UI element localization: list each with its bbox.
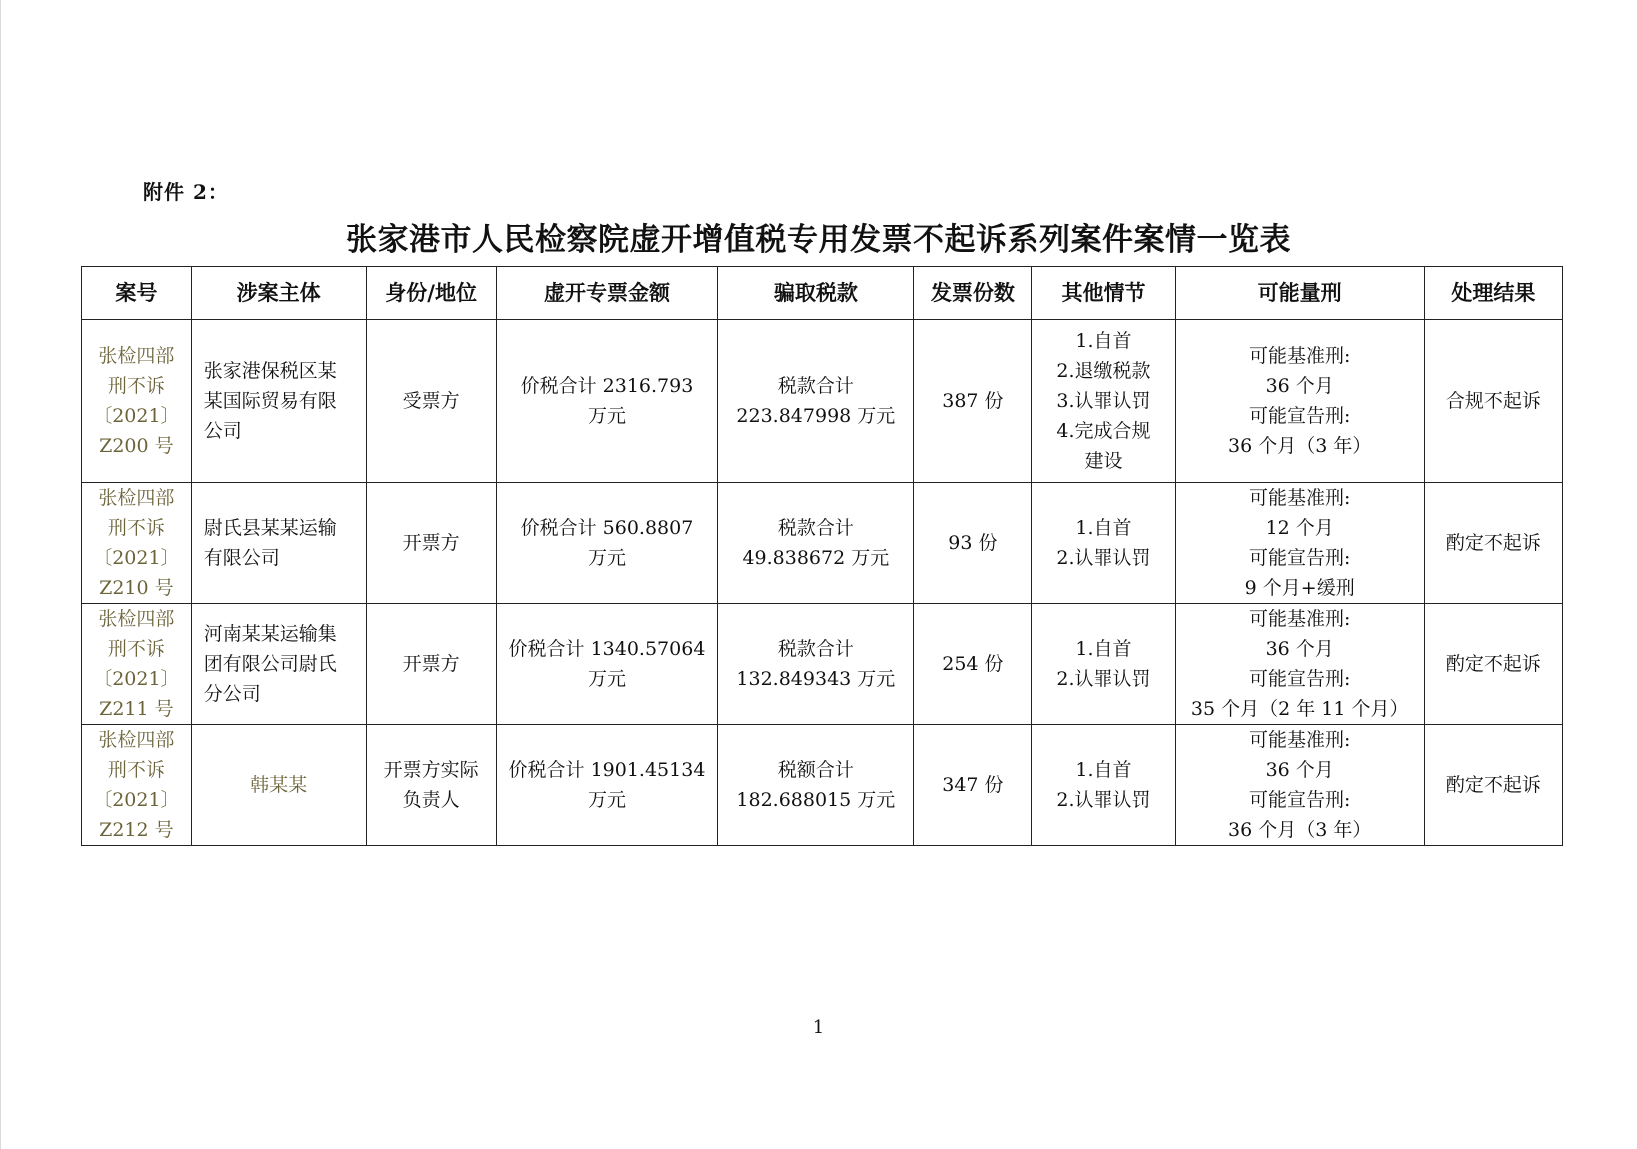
header-other: 其他情节 <box>1032 267 1175 320</box>
header-result: 处理结果 <box>1424 267 1562 320</box>
cell-sentence: 可能基准刑: 36 个月 可能宣告刑: 36 个月（3 年） <box>1175 320 1424 483</box>
cell-result: 合规不起诉 <box>1424 320 1562 483</box>
attachment-label: 附件 2： <box>143 180 229 204</box>
cell-other: 1.自首 2.认罪认罚 <box>1032 725 1175 846</box>
cell-amount: 价税合计 560.8807 万元 <box>496 483 718 604</box>
cell-sentence: 可能基准刑: 12 个月 可能宣告刑: 9 个月+缓刑 <box>1175 483 1424 604</box>
header-role: 身份/地位 <box>366 267 496 320</box>
cell-other: 1.自首 2.退缴税款 3.认罪认罚 4.完成合规 建设 <box>1032 320 1175 483</box>
cell-case-no: 张检四部 刑不诉 〔2021〕 Z200 号 <box>82 320 192 483</box>
header-case-no: 案号 <box>82 267 192 320</box>
cell-sentence: 可能基准刑: 36 个月 可能宣告刑: 35 个月（2 年 11 个月） <box>1175 604 1424 725</box>
cell-tax: 税额合计 182.688015 万元 <box>718 725 914 846</box>
cell-invoices: 93 份 <box>914 483 1032 604</box>
cell-invoices: 387 份 <box>914 320 1032 483</box>
cell-entity: 韩某某 <box>191 725 366 846</box>
cell-amount: 价税合计 1340.57064 万元 <box>496 604 718 725</box>
header-invoices: 发票份数 <box>914 267 1032 320</box>
cell-amount: 价税合计 1901.45134 万元 <box>496 725 718 846</box>
cell-other: 1.自首 2.认罪认罚 <box>1032 483 1175 604</box>
case-table <box>81 266 1563 846</box>
cell-invoices: 347 份 <box>914 725 1032 846</box>
header-amount: 虚开专票金额 <box>496 267 718 320</box>
cell-entity: 张家港保税区某 某国际贸易有限 公司 <box>191 320 366 483</box>
page-edge-line <box>0 0 1 1149</box>
page-title: 张家港市人民检察院虚开增值税专用发票不起诉系列案件案情一览表 <box>346 222 1291 258</box>
table-header-row <box>82 267 1563 320</box>
cell-sentence: 可能基准刑: 36 个月 可能宣告刑: 36 个月（3 年） <box>1175 725 1424 846</box>
header-entity: 涉案主体 <box>191 267 366 320</box>
cell-other: 1.自首 2.认罪认罚 <box>1032 604 1175 725</box>
cell-result: 酌定不起诉 <box>1424 725 1562 846</box>
cell-result: 酌定不起诉 <box>1424 483 1562 604</box>
cell-invoices: 254 份 <box>914 604 1032 725</box>
cell-role: 开票方 <box>366 604 496 725</box>
table-row <box>82 483 1563 604</box>
cell-tax: 税款合计 49.838672 万元 <box>718 483 914 604</box>
cell-amount: 价税合计 2316.793 万元 <box>496 320 718 483</box>
table-row <box>82 320 1563 483</box>
cell-role: 开票方 <box>366 483 496 604</box>
cell-case-no: 张检四部 刑不诉 〔2021〕 Z212 号 <box>82 725 192 846</box>
cell-case-no: 张检四部 刑不诉 〔2021〕 Z211 号 <box>82 604 192 725</box>
table-row <box>82 725 1563 846</box>
cell-role: 受票方 <box>366 320 496 483</box>
cell-tax: 税款合计 132.849343 万元 <box>718 604 914 725</box>
cell-case-no: 张检四部 刑不诉 〔2021〕 Z210 号 <box>82 483 192 604</box>
header-tax: 骗取税款 <box>718 267 914 320</box>
cell-tax: 税款合计 223.847998 万元 <box>718 320 914 483</box>
page-number: 1 <box>812 1017 825 1038</box>
cell-role: 开票方实际 负责人 <box>366 725 496 846</box>
header-sentence: 可能量刑 <box>1175 267 1424 320</box>
cell-result: 酌定不起诉 <box>1424 604 1562 725</box>
cell-entity: 河南某某运输集 团有限公司尉氏 分公司 <box>191 604 366 725</box>
table-row <box>82 604 1563 725</box>
cell-entity: 尉氏县某某运输 有限公司 <box>191 483 366 604</box>
